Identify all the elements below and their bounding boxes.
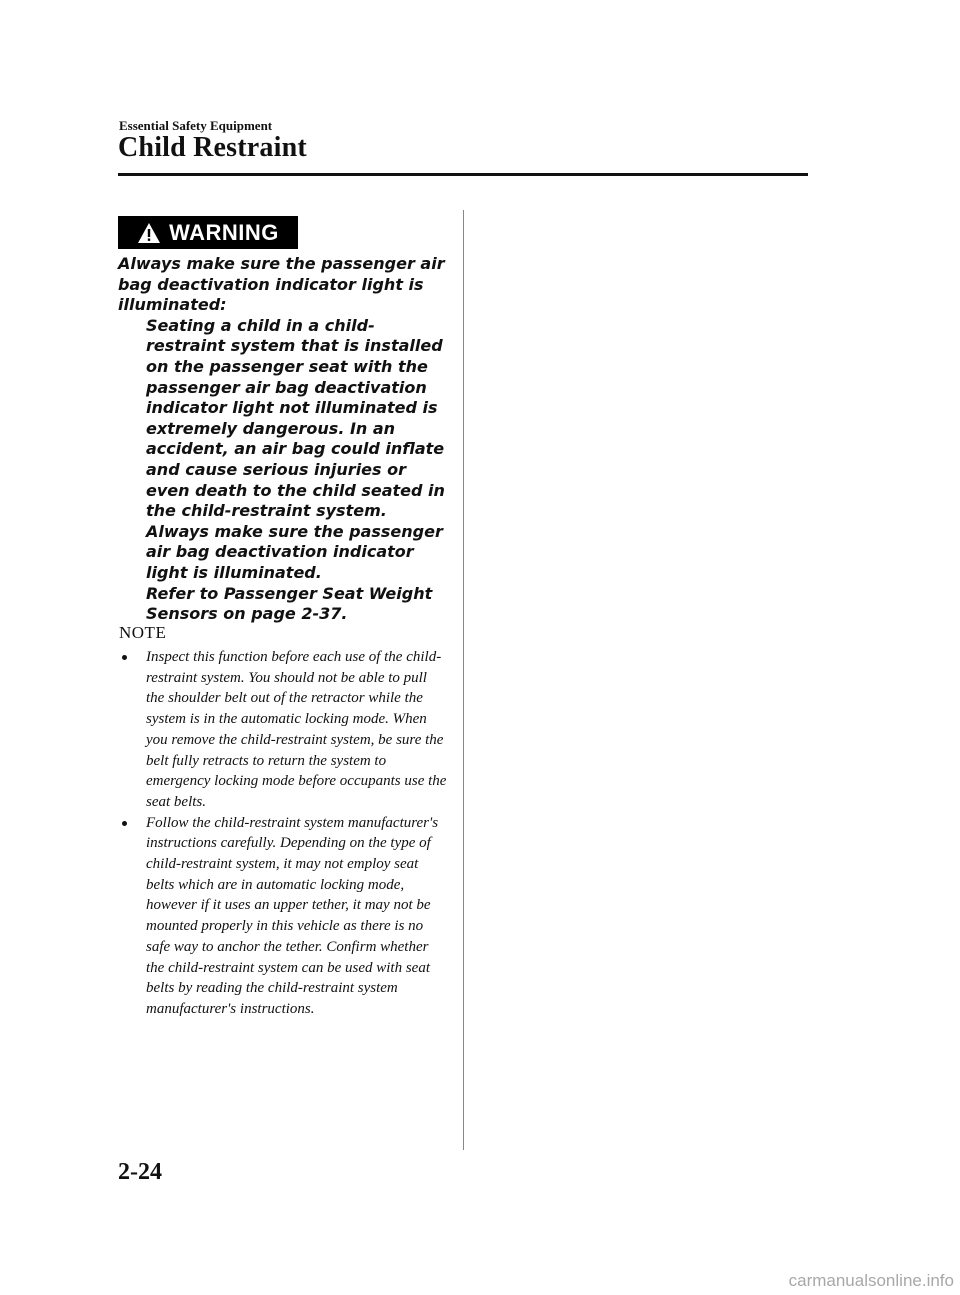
note-heading: NOTE: [119, 623, 167, 642]
watermark: carmanualsonline.info: [788, 1271, 954, 1290]
warning-reference: Refer to Passenger Seat Weight Sensors on page 2-37.: [146, 583, 433, 624]
note-item-text: Inspect this function before each use of the child-restraint system. You should not be able to pull the shoulder belt out of the retractor while the system is in the automatic locking mode. When you remove the child-restraint system, be sure the belt fully retracts to return the system to emergency locking mode before occupants use the seat belts.: [146, 649, 447, 810]
warning-triangle-icon: [137, 222, 161, 244]
note-item: [119, 813, 449, 1020]
warning-lead: Always make sure the passenger air bag deactivation indicator light is illuminated:: [118, 254, 445, 315]
page-number: 2-24: [118, 1159, 162, 1185]
warning-detail: Seating a child in a child-restraint system that is installed on the passenger seat with the passenger air bag deactivation indicator light not illuminated is extremely dangerous. In an accident, an air bag could inflate and cause serious injuries or even death to the child seated in the child-restraint system. Always make sure the passenger air bag deactivation indicator light is illuminated.: [146, 315, 445, 582]
note-item: [119, 647, 449, 813]
warning-body: [118, 254, 453, 625]
bullet-icon: [122, 821, 127, 826]
column-divider: [463, 210, 464, 1150]
bullet-icon: [122, 655, 127, 660]
page-title: Child Restraint: [118, 132, 307, 163]
warning-badge: [118, 216, 298, 249]
note-list: [119, 647, 449, 1020]
title-rule: [118, 173, 808, 176]
note-item-text: Follow the child-restraint system manufacturer's instructions carefully. Depending on the type of child-restraint system, it may not employ seat belts which are in automatic locking mode, however if it uses an upper tether, it may not be mounted properly in this vehicle as there is no safe way to anchor the tether. Confirm whether the child-restraint system can be used with seat belts by reading the child-restraint system manufacturer's instructions.: [146, 814, 439, 1017]
warning-label: WARNING: [169, 219, 279, 245]
section-label: Essential Safety Equipment: [119, 118, 273, 133]
